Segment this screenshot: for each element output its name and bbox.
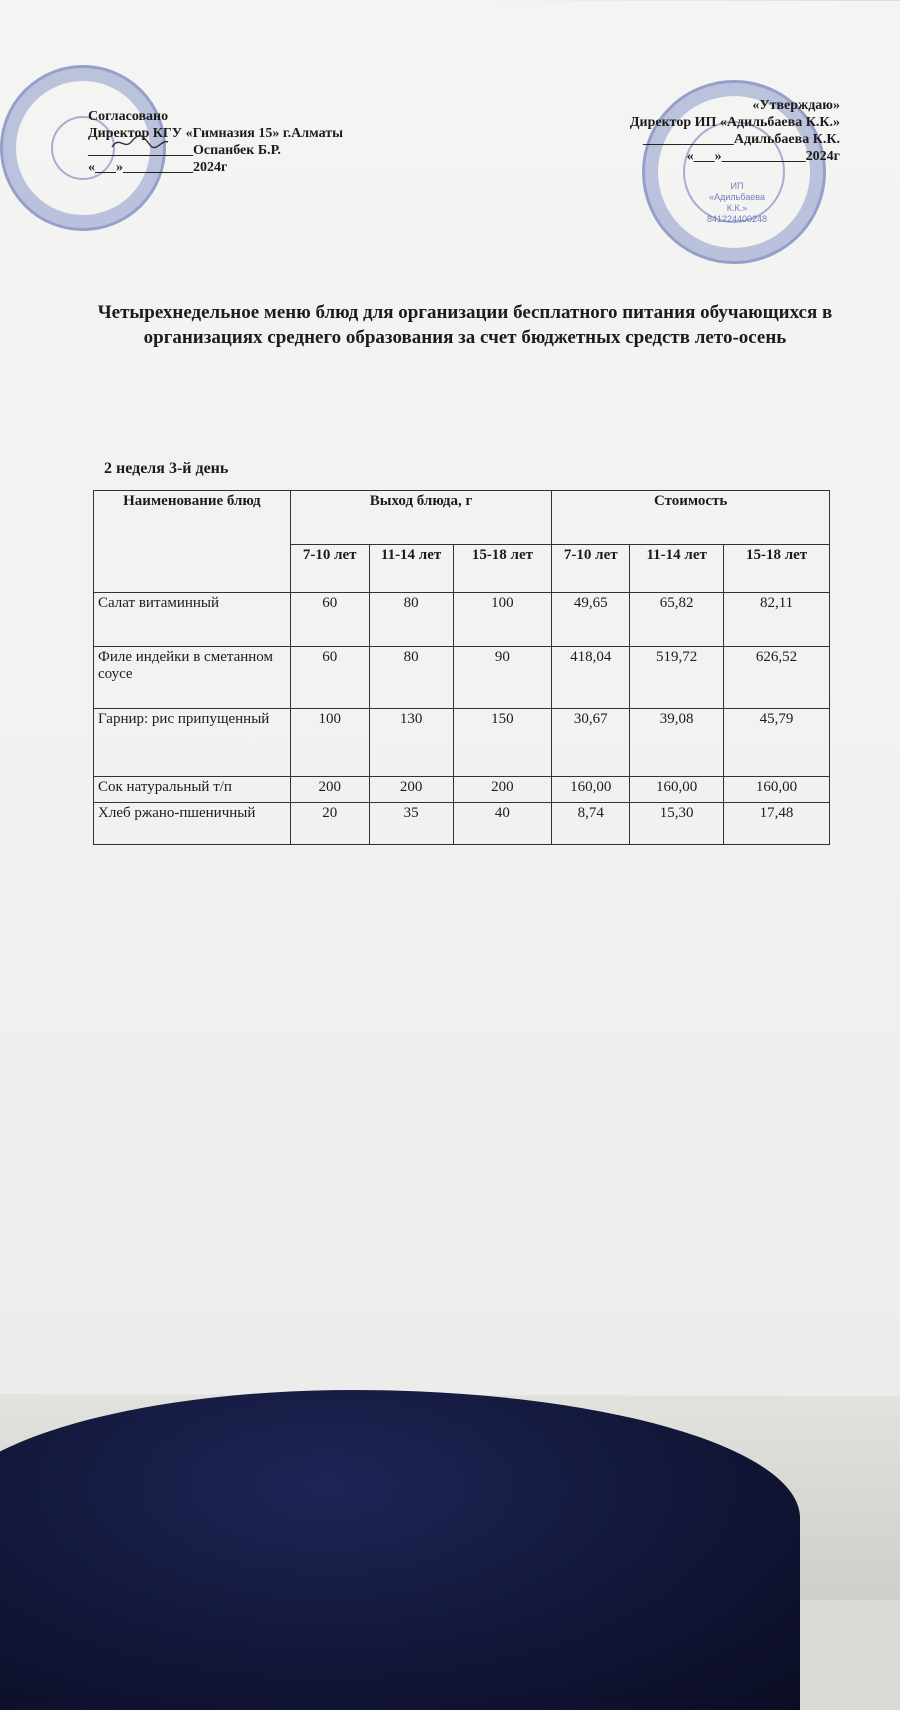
value-cell: 130	[369, 709, 453, 777]
value-cell: 160,00	[724, 777, 830, 803]
value-cell: 35	[369, 803, 453, 845]
age-group-header: 11-14 лет	[369, 545, 453, 593]
document-title: Четырехнедельное меню блюд для организации бесплатного питания обучающихся в организациях среднего образования за счет бюджетных средств лето-осень	[97, 302, 833, 348]
value-cell: 15,30	[630, 803, 724, 845]
value-cell: 200	[453, 777, 552, 803]
value-cell: 45,79	[724, 709, 830, 777]
value-cell: 626,52	[724, 647, 830, 709]
value-cell: 30,67	[552, 709, 630, 777]
table-row	[94, 647, 830, 709]
approval-block-right	[630, 97, 840, 165]
value-cell: 519,72	[630, 647, 724, 709]
value-cell: 82,11	[724, 593, 830, 647]
foreground-shadow	[0, 1390, 800, 1710]
approval-right-line1: «Утверждаю»	[752, 98, 840, 113]
dish-name: Гарнир: рис припущенный	[94, 709, 291, 777]
table-row	[94, 593, 830, 647]
value-cell: 200	[369, 777, 453, 803]
value-cell: 418,04	[552, 647, 630, 709]
value-cell: 100	[453, 593, 552, 647]
approval-right-line2: Директор ИП «Адильбаева К.К.»	[629, 115, 840, 130]
value-cell: 80	[369, 647, 453, 709]
value-cell: 20	[290, 803, 369, 845]
table-row	[94, 709, 830, 777]
value-cell: 60	[290, 593, 369, 647]
age-group-header: 7-10 лет	[290, 545, 369, 593]
age-group-header: 11-14 лет	[630, 545, 724, 593]
value-cell: 60	[290, 647, 369, 709]
dish-name: Сок натуральный т/п	[94, 777, 291, 803]
value-cell: 200	[290, 777, 369, 803]
menu-table	[93, 490, 830, 845]
header-output: Выход блюда, г	[290, 491, 552, 545]
age-group-header: 15-18 лет	[724, 545, 830, 593]
value-cell: 90	[453, 647, 552, 709]
approval-left-line3: _______________Оспанбек Б.Р.	[88, 143, 281, 158]
value-cell: 150	[453, 709, 552, 777]
dish-name: Салат витаминный	[94, 593, 291, 647]
table-row	[94, 803, 830, 845]
value-cell: 65,82	[630, 593, 724, 647]
header-dish-name: Наименование блюд	[94, 491, 291, 593]
age-group-header: 7-10 лет	[552, 545, 630, 593]
week-day-subtitle: 2 неделя 3-й день	[104, 460, 229, 477]
value-cell: 80	[369, 593, 453, 647]
value-cell: 8,74	[552, 803, 630, 845]
value-cell: 17,48	[724, 803, 830, 845]
approval-left-line4: «___»__________2024г	[88, 160, 228, 175]
value-cell: 39,08	[630, 709, 724, 777]
value-cell: 160,00	[552, 777, 630, 803]
dish-name: Хлеб ржано-пшеничный	[94, 803, 291, 845]
age-group-header: 15-18 лет	[453, 545, 552, 593]
signature-icon	[110, 133, 170, 153]
value-cell: 49,65	[552, 593, 630, 647]
approval-right-line3: _____________Адильбаева К.К.	[642, 132, 840, 147]
seal-text: ИП «Адильбаева К.К.» 841224400248	[707, 181, 768, 224]
value-cell: 100	[290, 709, 369, 777]
value-cell: 160,00	[630, 777, 724, 803]
header-cost: Стоимость	[552, 491, 830, 545]
value-cell: 40	[453, 803, 552, 845]
dish-name: Филе индейки в сметанном соусе	[94, 647, 291, 709]
approval-left-line2: Директор КГУ «Гимназия 15» г.Алматы	[88, 126, 344, 141]
approval-left-line1: Согласовано	[88, 109, 169, 124]
approval-right-line4: «___»____________2024г	[686, 149, 840, 164]
table-row	[94, 777, 830, 803]
